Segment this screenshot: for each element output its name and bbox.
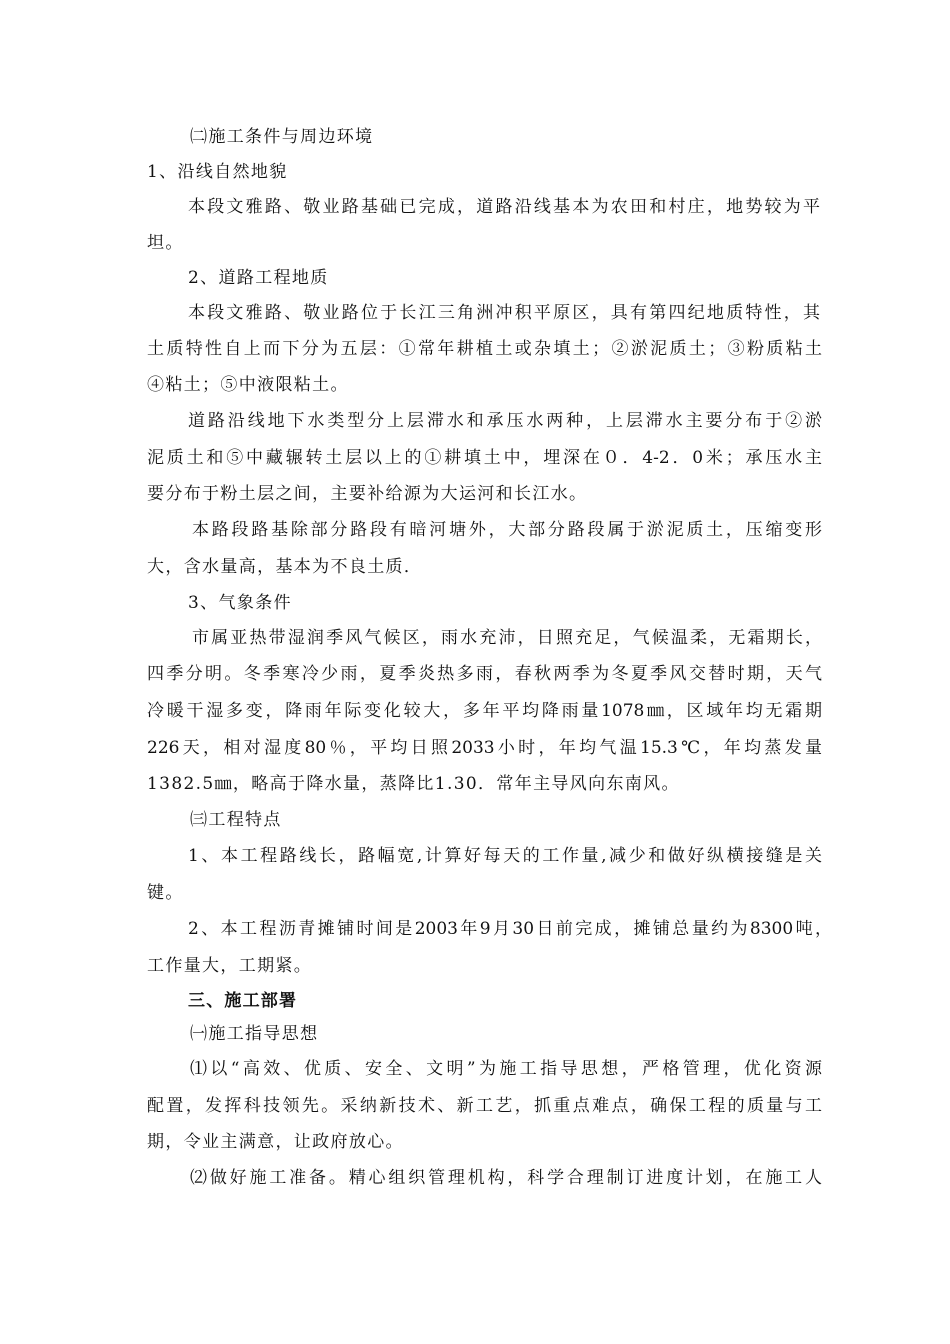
paragraph-line: 要分布于粉土层之间，主要补给源为大运河和长江水。 <box>147 484 588 504</box>
paragraph-line: 1、本工程路线长，路幅宽,计算好每天的工作量,减少和做好纵横接缝是关 <box>188 846 822 866</box>
paragraph-line: 市属亚热带湿润季风气候区，雨水充沛，日照充足，气候温柔，无霜期长， <box>192 628 822 648</box>
paragraph-line: ⑵做好施工准备。精心组织管理机构，科学合理制订进度计划，在施工人 <box>190 1168 822 1188</box>
paragraph-line: ④粘土；⑤中液限粘土。 <box>147 375 349 395</box>
paragraph-line: 泥质土和⑤中藏辗转土层以上的①耕填土中，埋深在０．4-2．0米；承压水主 <box>147 448 822 468</box>
item-heading-landform: 1、沿线自然地貌 <box>147 162 288 182</box>
paragraph-line: 配置，发挥科技领先。采纳新技术、新工艺，抓重点难点，确保工程的质量与工 <box>147 1096 822 1116</box>
paragraph-line: 道路沿线地下水类型分上层滞水和承压水两种，上层滞水主要分布于②淤 <box>188 411 822 431</box>
paragraph-line: 2、本工程沥青摊铺时间是2003年9月30日前完成，摊铺总量约为8300吨， <box>188 919 832 939</box>
section-heading-deployment: 三、施工部署 <box>188 991 298 1011</box>
paragraph-line: 本段文雅路、敬业路位于长江三角洲冲积平原区，具有第四纪地质特性，其 <box>188 303 820 323</box>
paragraph-line: 冷暖干湿多变，降雨年际变化较大，多年平均降雨量1078㎜，区域年均无霜期 <box>147 701 822 721</box>
paragraph-line: 期，令业主满意，让政府放心。 <box>147 1132 404 1152</box>
subsection-heading-guiding-thought: ㈠施工指导思想 <box>190 1024 319 1044</box>
paragraph-line: 本段文雅路、敬业路基础已完成，道路沿线基本为农田和村庄，地势较为平 <box>188 197 820 217</box>
paragraph-line: 工作量大，工期紧。 <box>147 956 313 976</box>
item-heading-climate: 3、气象条件 <box>188 593 292 613</box>
paragraph-line: 本路段路基除部分路段有暗河塘外，大部分路段属于淤泥质土，压缩变形 <box>192 520 822 540</box>
paragraph-line: ⑴以“高效、优质、安全、文明”为施工指导思想，严格管理，优化资源 <box>190 1059 822 1079</box>
paragraph-line: 1382.5㎜，略高于降水量，蒸降比1.30．常年主导风向东南风。 <box>147 774 680 794</box>
paragraph-line: 226天，相对湿度80％，平均日照2033小时，年均气温15.3℃，年均蒸发量 <box>147 738 822 758</box>
item-heading-geology: 2、道路工程地质 <box>188 268 329 288</box>
paragraph-line: 四季分明。冬季寒冷少雨，夏季炎热多雨，春秋两季为冬夏季风交替时期，天气 <box>147 664 822 684</box>
subsection-heading-conditions: ㈡施工条件与周边环境 <box>190 127 374 147</box>
paragraph-line: 坦。 <box>147 233 184 253</box>
paragraph-line: 大，含水量高，基本为不良土质． <box>147 557 423 577</box>
paragraph-line: 土质特性自上而下分为五层：①常年耕植土或杂填土；②淤泥质土；③粉质粘土 <box>147 339 822 359</box>
subsection-heading-features: ㈢工程特点 <box>190 810 282 830</box>
paragraph-line: 键。 <box>147 883 184 903</box>
